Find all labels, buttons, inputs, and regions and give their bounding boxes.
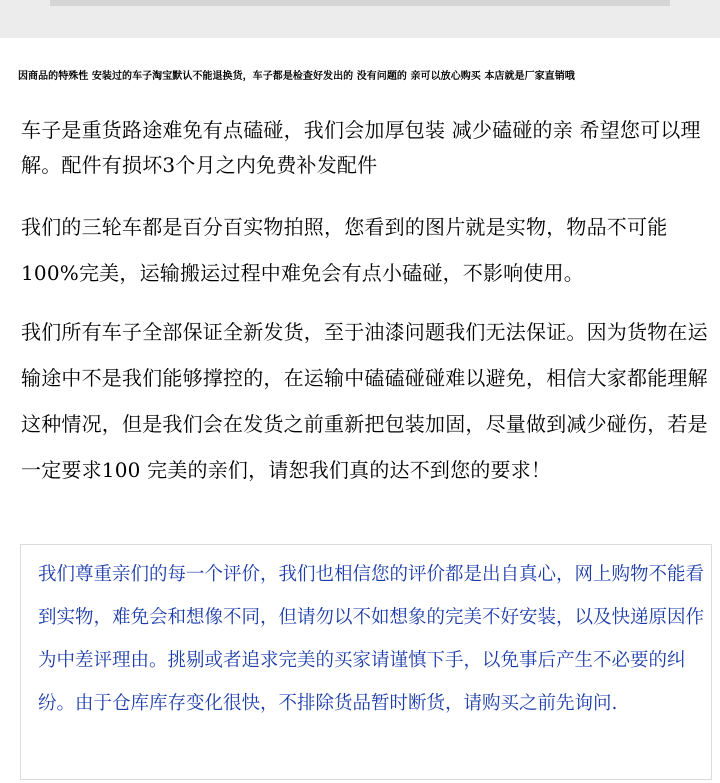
real-photo-paragraph: 我们的三轮车都是百分百实物拍照，您看到的图片就是实物，物品不可能100%完美，运输搬运过程中难免会有点小磕碰，不影响使用。 bbox=[21, 215, 668, 285]
packaging-paragraph: 车子是重货路途难免有点磕碰，我们会加厚包装 减少磕碰的亲 希望您可以理解。配件有损坏3个月之内免费补发配件 bbox=[21, 118, 701, 177]
return-policy-notice: 因商品的特殊性 安装过的车子淘宝默认不能退换货，车子都是检查好发出的 没有问题的 亲可以放心购买 本店就是厂家直销哦 bbox=[18, 71, 575, 82]
review-note-text: 我们尊重亲们的每一个评价，我们也相信您的评价都是出自真心，网上购物不能看到实物，难免会和想像不同，但请勿以不如想象的完美不好安装，以及快递原因作为中差评理由。挑剔或者追求完美的买家请谨慎下手，以免事后产生不必要的纠纷。由于仓库库存变化很快，不排除货品暂时断货，请购买之前先询问. bbox=[38, 564, 705, 714]
top-banner-bar bbox=[50, 0, 670, 6]
paint-guarantee-paragraph: 我们所有车子全部保证全新发货，至于油漆问题我们无法保证。因为货物在运输途中不是我们能够撑控的，在运输中磕磕碰碰难以避免，相信大家都能理解这种情况，但是我们会在发货之前重新把包装加固，尽量做到减少碰伤，若是一定要求100 完美的亲们，请恕我们真的达不到您的要求！ bbox=[21, 320, 708, 482]
